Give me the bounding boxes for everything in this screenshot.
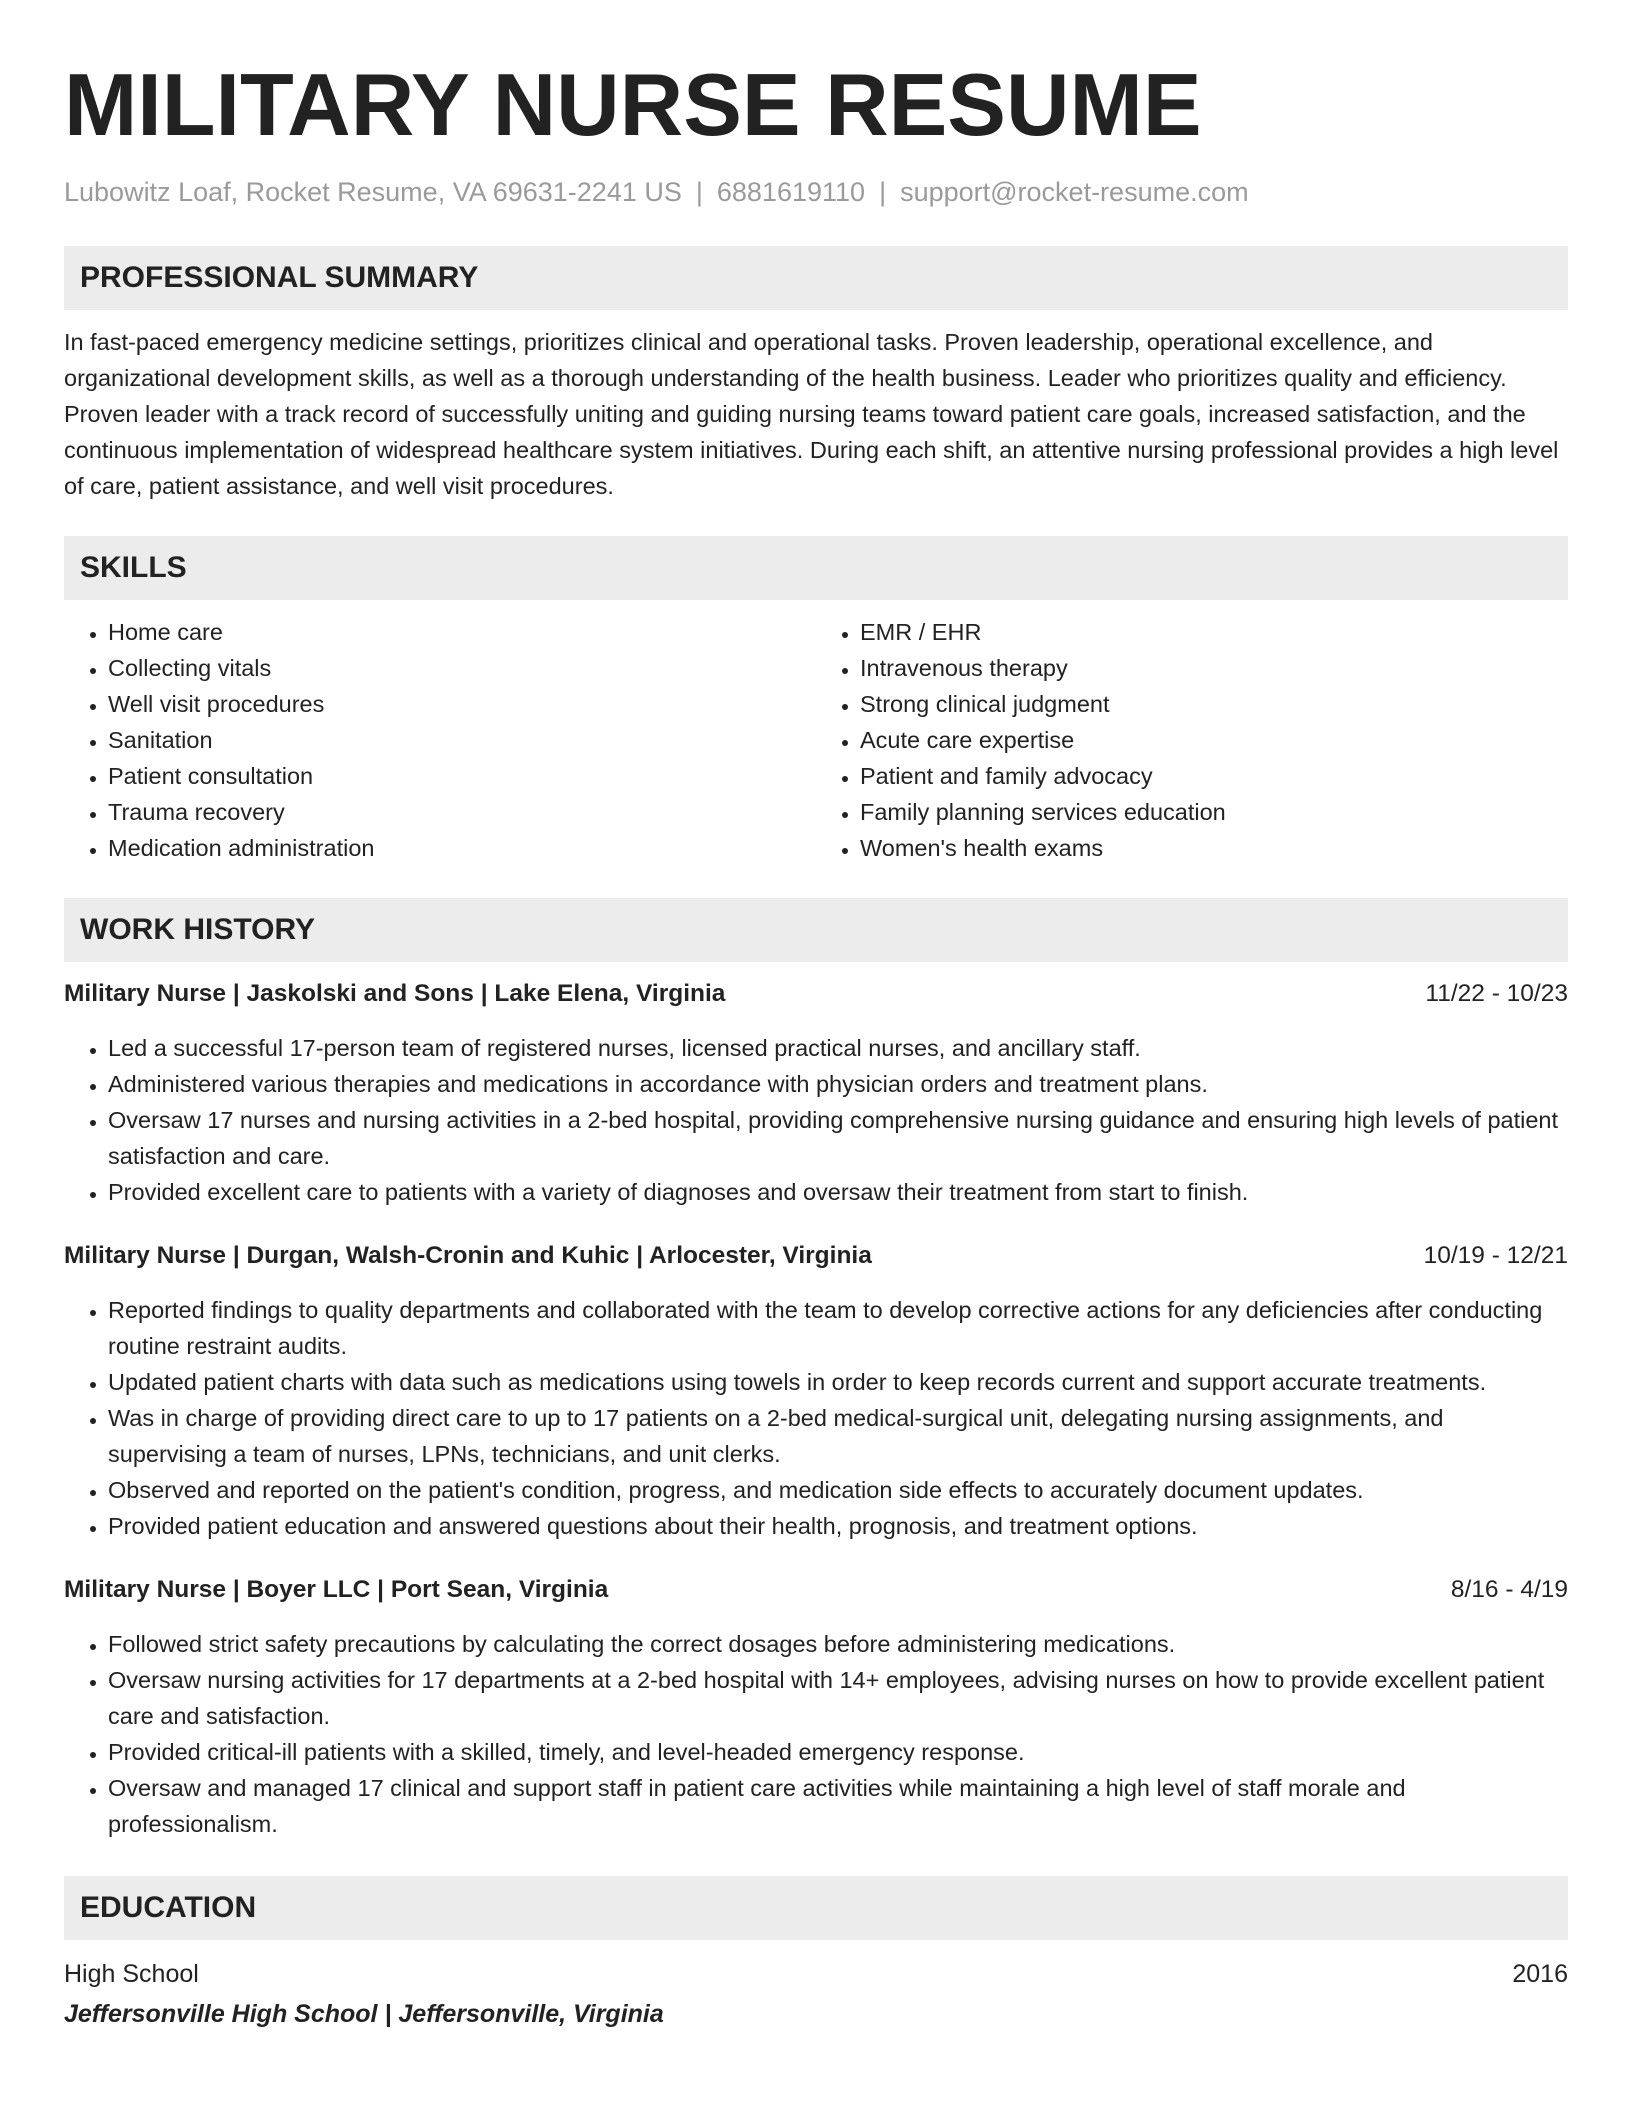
skill-item: • Acute care expertise bbox=[860, 722, 1568, 758]
skill-item: • Family planning services education bbox=[860, 794, 1568, 830]
job-dates: 10/19 - 12/21 bbox=[1423, 1242, 1568, 1269]
contact-address: Lubowitz Loaf, Rocket Resume, VA 69631-2241 US bbox=[64, 177, 682, 207]
job-title: Military Nurse | Boyer LLC | Port Sean, Virginia bbox=[64, 1576, 609, 1603]
skill-item: • Women's health exams bbox=[860, 830, 1568, 866]
skill-item: • Medication administration bbox=[108, 830, 816, 866]
job-bullet: • Provided patient education and answered questions about their health, prognosis, and treatment options. bbox=[108, 1508, 1568, 1544]
summary-section-header: PROFESSIONAL SUMMARY bbox=[64, 246, 1568, 310]
job-bullet: • Provided critical-ill patients with a skilled, timely, and level-headed emergency response. bbox=[108, 1734, 1568, 1770]
job-bullet: • Oversaw nursing activities for 17 departments at a 2-bed hospital with 14+ employees, advising nurses on how to provide excellent patient care and satisfaction. bbox=[108, 1662, 1568, 1734]
job-bullet: • Reported findings to quality departments and collaborated with the team to develop corrective actions for any deficiencies after conducting routine restraint audits. bbox=[108, 1292, 1568, 1364]
job-bullet: • Administered various therapies and medications in accordance with physician orders and treatment plans. bbox=[108, 1066, 1568, 1102]
contact-separator: | bbox=[695, 177, 703, 207]
job-dates: 8/16 - 4/19 bbox=[1450, 1576, 1568, 1603]
skill-item: • Collecting vitals bbox=[108, 650, 816, 686]
contact-separator: | bbox=[879, 177, 887, 207]
skill-item: • Well visit procedures bbox=[108, 686, 816, 722]
education-degree: High School bbox=[64, 1960, 199, 1988]
job-title: Military Nurse | Durgan, Walsh-Cronin and Kuhic | Arlocester, Virginia bbox=[64, 1242, 872, 1269]
skill-item: • Trauma recovery bbox=[108, 794, 816, 830]
skills-section-header: SKILLS bbox=[64, 536, 1568, 600]
education-header bbox=[64, 1956, 1568, 1992]
job-bullet: • Followed strict safety precautions by calculating the correct dosages before administering medications. bbox=[108, 1626, 1568, 1662]
education-section-header: EDUCATION bbox=[64, 1876, 1568, 1940]
job-bullet: • Led a successful 17-person team of registered nurses, licensed practical nurses, and ancillary staff. bbox=[108, 1030, 1568, 1066]
job-bullet: • Was in charge of providing direct care to up to 17 patients on a 2-bed medical-surgical unit, delegating nursing assignments, and supervising a team of nurses, LPNs, technicians, and unit clerks. bbox=[108, 1400, 1568, 1472]
skills-column-right bbox=[816, 614, 1568, 866]
education-school: Jeffersonville High School | Jeffersonville, Virginia bbox=[64, 2000, 664, 2028]
skill-item: • Intravenous therapy bbox=[860, 650, 1568, 686]
contact-phone: 6881619110 bbox=[716, 177, 866, 207]
job-title: Military Nurse | Jaskolski and Sons | Lake Elena, Virginia bbox=[64, 980, 726, 1007]
job-bullet: • Observed and reported on the patient's condition, progress, and medication side effects to accurately document updates. bbox=[108, 1472, 1568, 1508]
skills-list bbox=[64, 614, 1568, 866]
skill-item: • Strong clinical judgment bbox=[860, 686, 1568, 722]
resume-title: MILITARY NURSE RESUME bbox=[64, 55, 1202, 154]
summary-text: In fast-paced emergency medicine settings, prioritizes clinical and operational tasks. Proven leadership, operational excellence, and organizational development skills, as well as a thorough understanding of the health business. Leader who prioritizes quality and efficiency. Proven leader with a track record of successfully uniting and guiding nursing teams toward patient care goals, increased satisfaction, and the continuous implementation of widespread healthcare system initiatives. During each shift, an attentive nursing professional provides a high level of care, patient assistance, and well visit procedures. bbox=[64, 329, 1559, 499]
job-bullets bbox=[64, 1626, 1568, 1842]
education-year: 2016 bbox=[1512, 1960, 1568, 1988]
job-bullet: • Provided excellent care to patients with a variety of diagnoses and oversaw their treatment from start to finish. bbox=[108, 1174, 1568, 1210]
job-bullet: • Oversaw and managed 17 clinical and support staff in patient care activities while maintaining a high level of staff morale and professionalism. bbox=[108, 1770, 1568, 1842]
skill-item: • EMR / EHR bbox=[860, 614, 1568, 650]
skill-item: • Sanitation bbox=[108, 722, 816, 758]
skill-item: • Patient consultation bbox=[108, 758, 816, 794]
job-bullets bbox=[64, 1292, 1568, 1544]
job-bullet: • Updated patient charts with data such as medications using towels in order to keep records current and support accurate treatments. bbox=[108, 1364, 1568, 1400]
job-bullets bbox=[64, 1030, 1568, 1210]
job-header bbox=[64, 1238, 1568, 1274]
job-bullet: • Oversaw 17 nurses and nursing activities in a 2-bed hospital, providing comprehensive nursing guidance and ensuring high levels of patient satisfaction and care. bbox=[108, 1102, 1568, 1174]
job-entry bbox=[64, 976, 1568, 1210]
job-dates: 11/22 - 10/23 bbox=[1425, 980, 1568, 1007]
job-entry bbox=[64, 1572, 1568, 1842]
education-entry bbox=[64, 1956, 1568, 2032]
skills-column-left bbox=[64, 614, 816, 866]
contact-email: support@rocket-resume.com bbox=[900, 177, 1249, 207]
contact-line bbox=[64, 174, 1568, 210]
job-header bbox=[64, 976, 1568, 1012]
work-section-header: WORK HISTORY bbox=[64, 898, 1568, 962]
job-entry bbox=[64, 1238, 1568, 1544]
job-header bbox=[64, 1572, 1568, 1608]
skill-item: • Patient and family advocacy bbox=[860, 758, 1568, 794]
skill-item: • Home care bbox=[108, 614, 816, 650]
